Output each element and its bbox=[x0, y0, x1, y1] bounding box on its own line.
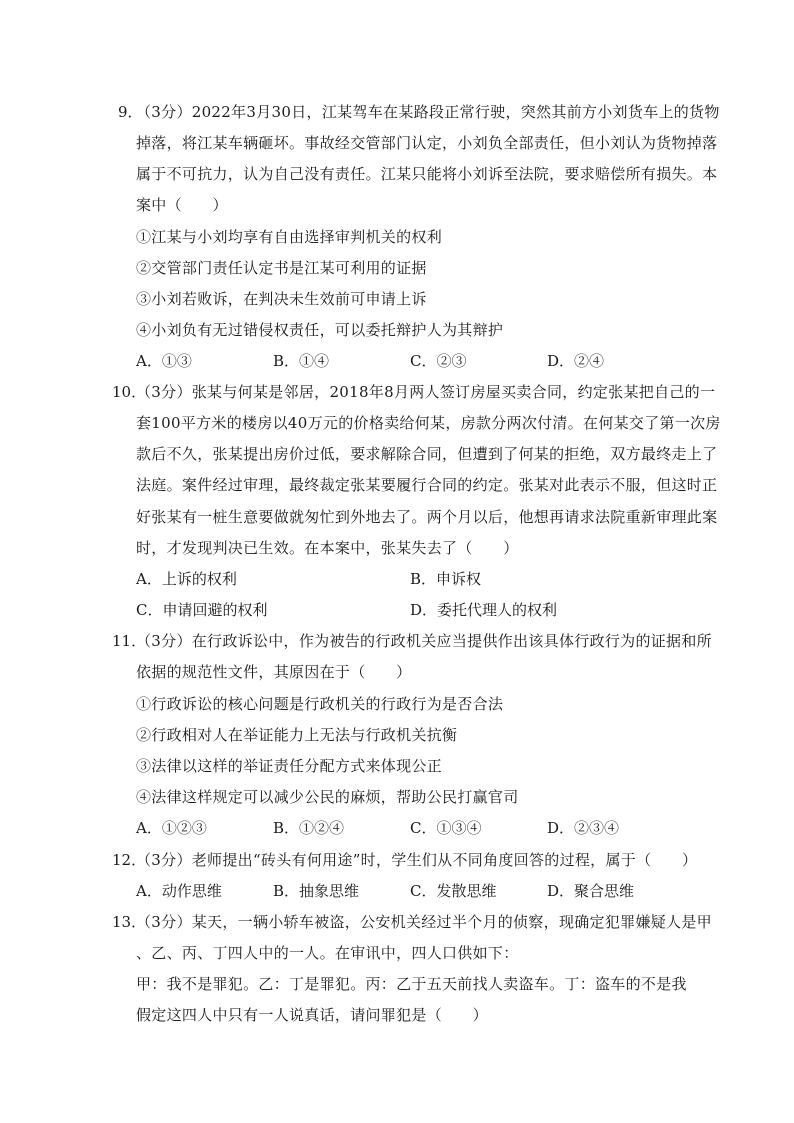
option-b: B．①④ bbox=[273, 352, 330, 370]
option-c: C．②③ bbox=[410, 352, 467, 370]
question-text-line: （3分）2022年3月30日，江某驾车在某路段正常行驶，突然其前方小刘货车上的货物 bbox=[136, 103, 720, 121]
question-text-line: 好张某有一桩生意要做就匆忙到外地去了。两个月以后，他想再请求法院重新审理此案 bbox=[136, 508, 718, 526]
question-number: 9． bbox=[118, 103, 143, 121]
question-number: 13． bbox=[112, 913, 147, 931]
question-text-line: （3分）老师提出“砖头有何用途”时，学生们从不同角度回答的过程，属于（ ） bbox=[136, 851, 698, 869]
question-text-line: 、乙、丙、丁四人中的一人。在审讯中，四人口供如下： bbox=[136, 944, 519, 962]
statement: ③小刘若败诉，在判决未生效前可申请上诉 bbox=[136, 290, 427, 308]
statement: ③法律以这样的举证责任分配方式来体现公正 bbox=[136, 757, 443, 775]
option-a: A．动作思维 bbox=[136, 882, 222, 900]
statement: ④法律这样规定可以减少公民的麻烦，帮助公民打赢官司 bbox=[136, 788, 519, 806]
option-c: C．申请回避的权利 bbox=[136, 601, 268, 619]
question-text-line: （3分）张某与何某是邻居，2018年8月两人签订房屋买卖合同，约定张某把自己的一 bbox=[136, 383, 716, 401]
question-text-line: 案中（ ） bbox=[136, 196, 228, 214]
question-text-line: 掉落，将江某车辆砸坏。事故经交管部门认定，小刘负全部责任，但小刘认为货物掉落 bbox=[136, 134, 718, 152]
option-d: D．②④ bbox=[547, 352, 605, 370]
question-text-line: 款后不久，张某提出房价过低，要求解除合同，但遭到了何某的拒绝，双方最终走上了 bbox=[136, 445, 718, 463]
question-text-line: 假定这四人中只有一人说真话，请问罪犯是（ ） bbox=[136, 1006, 488, 1024]
question-text-line: 属于不可抗力，认为自己没有责任。江某只能将小刘诉至法院，要求赔偿所有损失。本 bbox=[136, 165, 718, 183]
option-a: A．①②③ bbox=[136, 819, 207, 837]
option-c: C．发散思维 bbox=[410, 882, 497, 900]
statement: ②交管部门责任认定书是江某可利用的证据 bbox=[136, 259, 427, 277]
option-b: B．抽象思维 bbox=[273, 882, 360, 900]
option-d: D．②③④ bbox=[547, 819, 620, 837]
option-c: C．①③④ bbox=[410, 819, 482, 837]
statement: ④小刘负有无过错侵权责任，可以委托辩护人为其辩护 bbox=[136, 321, 504, 339]
question-number: 11． bbox=[112, 632, 147, 650]
option-b: B．申诉权 bbox=[410, 570, 482, 588]
question-text-line: 依据的规范性文件，其原因在于（ ） bbox=[136, 663, 412, 681]
option-d: D．委托代理人的权利 bbox=[410, 601, 558, 619]
question-text-line: 甲：我不是罪犯。乙：丁是罪犯。丙：乙于五天前找人卖盗车。丁：盗车的不是我 bbox=[136, 975, 687, 993]
question-text-line: （3分）在行政诉讼中，作为被告的行政机关应当提供作出该具体行政行为的证据和所 bbox=[136, 632, 712, 650]
question-text-line: 法庭。案件经过审理，最终裁定张某要履行合同的约定。张某对此表示不服，但这时正 bbox=[136, 476, 718, 494]
question-number: 10． bbox=[112, 383, 147, 401]
option-d: D．聚合思维 bbox=[547, 882, 635, 900]
option-a: A．上诉的权利 bbox=[136, 570, 237, 588]
question-number: 12． bbox=[112, 851, 147, 869]
option-a: A．①③ bbox=[136, 352, 192, 370]
option-b: B．①②④ bbox=[273, 819, 345, 837]
question-text-line: 时，才发现判决已生效。在本案中，张某失去了（ ） bbox=[136, 539, 519, 557]
statement: ①江某与小刘均享有自由选择审判机关的权利 bbox=[136, 228, 443, 246]
question-text-line: （3分）某天，一辆小轿车被盗，公安机关经过半个月的侦察，现确定犯罪嫌疑人是甲 bbox=[136, 913, 712, 931]
statement: ①行政诉讼的核心问题是行政机关的行政行为是否合法 bbox=[136, 695, 504, 713]
question-text-line: 套100平方米的楼房以40万元的价格卖给何某，房款分两次付清。在何某交了第一次房 bbox=[136, 414, 721, 432]
statement: ②行政相对人在举证能力上无法与行政机关抗衡 bbox=[136, 726, 458, 744]
